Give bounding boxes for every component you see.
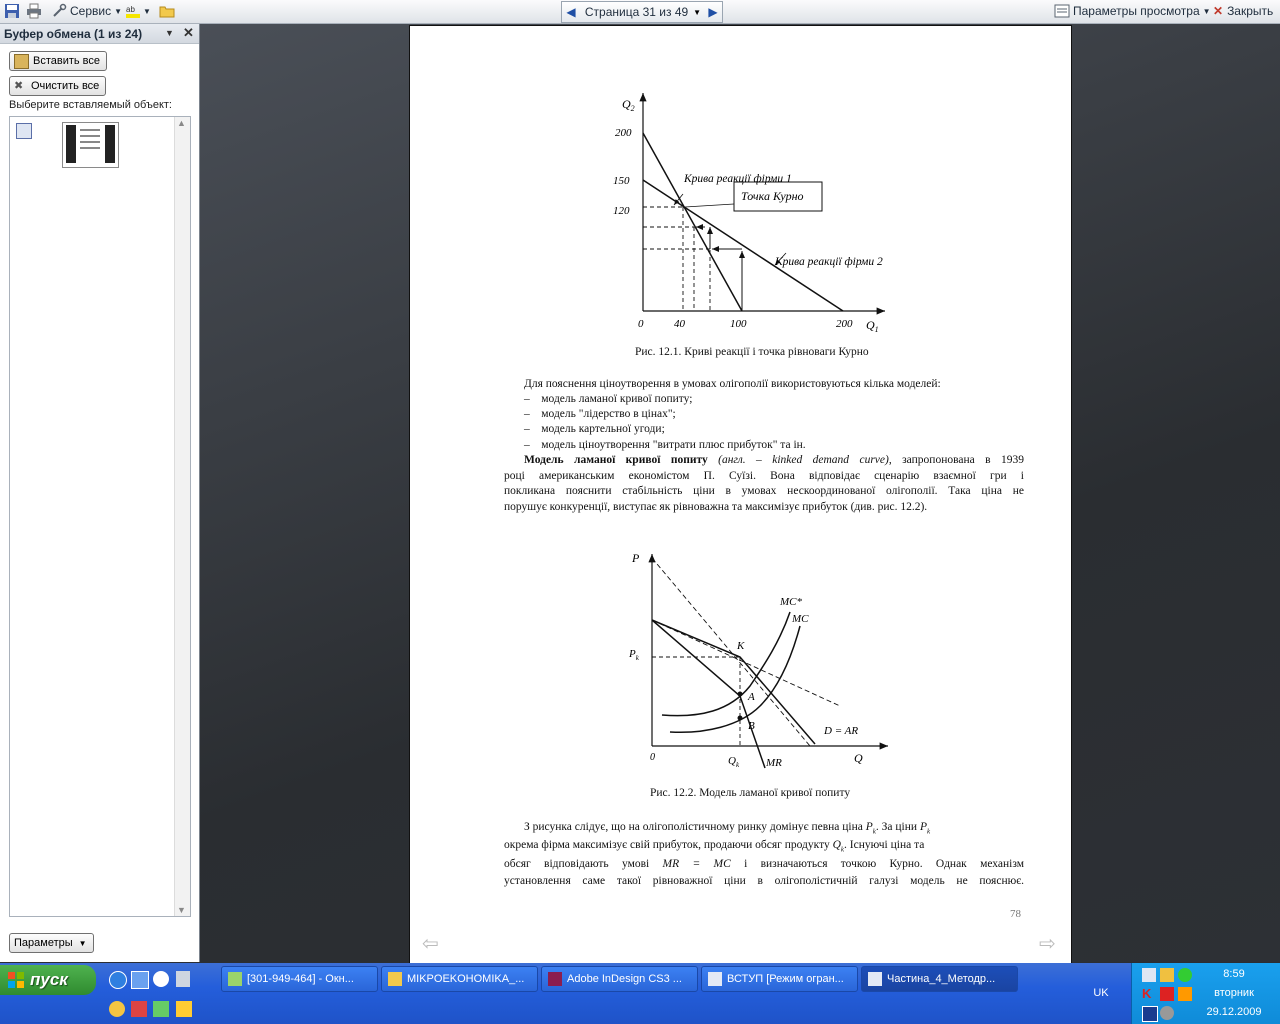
x-tick-0: 0 — [638, 318, 644, 330]
page-navigator — [561, 1, 723, 23]
scroll-up-arrow-icon[interactable]: ▲ — [177, 118, 186, 128]
paragraph-kinked-demand-line2: році американським економістом П. Суїзі. Вона відповідає сценарію взаємної гри і — [504, 470, 1024, 482]
paste-all-label: Вставить все — [33, 55, 101, 67]
dashed-guides — [643, 207, 710, 311]
taskbar-word-button[interactable]: ВСТУП [Режим огран... — [701, 966, 858, 992]
chevron-down-icon: ▼ — [143, 6, 151, 16]
pencil-icon[interactable] — [176, 1001, 192, 1017]
close-icon: ✕ — [1213, 4, 1224, 18]
next-page-arrow-icon[interactable]: ▶ — [708, 5, 718, 19]
pk-inline: $P_k$ — [865, 821, 876, 836]
reading-mode-toolbar — [0, 0, 1280, 24]
start-label: пуск — [30, 970, 68, 989]
reaction-curve-firm1 — [643, 133, 742, 311]
browser-icon[interactable] — [131, 971, 149, 989]
page-indicator[interactable]: Страница 31 из 49 — [584, 5, 689, 19]
dashed-steep-demand — [652, 558, 810, 746]
clipboard-pane-header — [0, 24, 199, 44]
mc-star-label: MC* — [780, 596, 802, 608]
previous-page-arrow-icon[interactable]: ◀ — [566, 5, 576, 19]
clear-icon: ✖ — [14, 79, 24, 92]
point-b — [738, 716, 743, 721]
options-label: Параметры — [14, 937, 73, 949]
clear-all-label: Очистить все — [31, 80, 100, 92]
pk-inline: $P_k$ — [919, 821, 931, 836]
chevron-down-icon: ▼ — [78, 938, 87, 948]
fig1-y-axis-label: $Q_2$ — [622, 97, 635, 113]
language-indicator[interactable]: UK — [1093, 987, 1109, 999]
x-tick-100: 100 — [730, 318, 747, 330]
service-menu[interactable] — [51, 2, 122, 20]
close-reading-button[interactable] — [1213, 2, 1273, 20]
word-icon — [868, 972, 882, 986]
indesign-icon — [548, 972, 562, 986]
taskbar-word-button-active[interactable]: Частина_4_Методр... — [861, 966, 1018, 992]
a-label: A — [748, 691, 755, 703]
notepad-icon[interactable] — [176, 971, 190, 987]
mr-label: MR — [766, 757, 782, 769]
y-tick-150: 150 — [613, 175, 630, 187]
clipboard-item-thumbnail[interactable] — [62, 122, 119, 168]
folder-icon — [388, 972, 402, 986]
point-a — [738, 692, 743, 697]
clock-day: вторник — [1214, 987, 1254, 999]
firm2-curve-label: Крива реакції фірми 2 — [775, 256, 883, 268]
clear-all-button[interactable] — [9, 76, 106, 96]
paragraph-conclusion-line3: обсяг відповідають умові MR = MC і визначаються точкою Курно. Однак механізм — [504, 858, 1025, 870]
paste-all-button[interactable] — [9, 51, 107, 71]
paragraph-conclusion-line4: установлення саме такої рівноважної ціни в олігополістичній галузі модель не пояснює. — [504, 875, 1024, 887]
view-options-label: Параметры просмотра — [1073, 4, 1200, 18]
tray-icon[interactable] — [1160, 987, 1174, 1001]
print-icon[interactable] — [26, 2, 42, 20]
folder-icon[interactable] — [159, 2, 175, 20]
qk-inline: $Q_k$ — [832, 839, 845, 854]
highlighter-icon — [125, 3, 141, 19]
kaspersky-icon[interactable]: K — [1142, 986, 1152, 1001]
pk-label: $P_k$ — [629, 648, 639, 662]
word-icon — [708, 972, 722, 986]
chevron-down-icon: ▼ — [1202, 6, 1211, 16]
next-page-arrow-icon[interactable]: ⇨ — [1039, 933, 1056, 955]
tray-icon[interactable] — [1178, 987, 1192, 1001]
paste-icon — [14, 54, 29, 69]
fig2-p-axis-label: P — [632, 551, 640, 565]
figure-kinked-demand-model — [620, 546, 900, 776]
y-tick-120: 120 — [613, 205, 630, 217]
save-icon[interactable] — [4, 2, 20, 20]
fig2-origin: 0 — [650, 752, 655, 763]
firm1-curve-label: Крива реакції фірми 1 — [684, 173, 792, 185]
paragraph-kinked-demand-line1: Модель ламаної кривої попиту (англ. – kinked demand curve), запропонована в 1939 — [524, 454, 1024, 466]
mc-curve — [670, 626, 800, 732]
intro-text: Для пояснення ціноутворення в умовах олігополії використовуються кілька моделей: — [524, 378, 941, 390]
b-label: B — [748, 720, 755, 732]
document-page — [409, 25, 1072, 964]
close-label: Закрыть — [1227, 4, 1274, 18]
chevron-down-icon[interactable]: ▼ — [693, 7, 701, 17]
system-tray — [1131, 963, 1280, 1024]
chevron-down-icon: ▼ — [114, 6, 123, 16]
clock-date: 29.12.2009 — [1206, 1006, 1262, 1018]
app-icon[interactable] — [153, 1001, 169, 1017]
highlight-button[interactable] — [125, 2, 151, 20]
qk-label: $Q_k$ — [728, 755, 740, 769]
tools-icon — [51, 3, 67, 19]
select-item-prompt: Выберите вставляемый объект: — [9, 99, 172, 111]
y-tick-200: 200 — [615, 127, 632, 139]
clipboard-pane-title: Буфер обмена (1 из 24) — [4, 26, 143, 41]
bullet-item: – модель картельної угоди; — [524, 423, 665, 435]
demand-curve-d-ar — [652, 620, 815, 744]
app-icon[interactable] — [131, 1001, 147, 1017]
tray-icon[interactable] — [1142, 1006, 1158, 1022]
cournot-pointer — [685, 204, 734, 207]
word-document-icon — [16, 123, 32, 139]
tray-icon[interactable] — [1142, 968, 1156, 982]
bullet-item: – модель "лідерство в цінах"; — [524, 408, 676, 420]
fig2-q-axis-label: Q — [854, 751, 863, 765]
windows-taskbar — [0, 963, 1280, 1024]
x-tick-40: 40 — [674, 318, 685, 330]
clipboard-pane — [0, 24, 200, 962]
paragraph-kinked-demand-line4: порушує конкуренції, виступає як рівноважна та максимізує прибуток (див. рис. 12.2). — [504, 501, 928, 513]
service-label: Сервис — [70, 4, 112, 18]
tray-icon[interactable] — [1178, 968, 1192, 982]
mc-label: MC — [792, 613, 809, 625]
cournot-point-label: Точка Курно — [741, 189, 804, 203]
pane-menu-arrow-icon[interactable]: ▼ — [165, 28, 174, 38]
view-options-button[interactable] — [1054, 2, 1211, 20]
taskbar-folder-button[interactable]: MIKPOEKOHOMIKA_... — [381, 966, 538, 992]
paragraph-conclusion-line2: окрема фірма максимізує свій прибуток, продаючи обсяг продукту $Q_k$. Існуючі ціна та — [504, 839, 925, 854]
page-number: 78 — [1010, 908, 1021, 920]
clock-time[interactable]: 8:59 — [1223, 968, 1245, 980]
tray-icon[interactable] — [1160, 1006, 1174, 1020]
tray-icon[interactable] — [1160, 968, 1174, 982]
fig1-x-axis-label: $Q_1$ — [866, 318, 879, 334]
bullet-item: – модель ціноутворення "витрати плюс прибуток" та ін. — [524, 439, 806, 451]
windows-logo-icon — [8, 972, 24, 988]
paragraph-conclusion-line1: З рисунка слідує, що на олігополістичному ринку домінує певна ціна $P_k$. За ціни $P_k$ — [524, 821, 931, 836]
messenger-icon[interactable] — [109, 1001, 125, 1017]
d-ar-label: D = AR — [824, 725, 859, 737]
bullet-item: – модель ламаної кривої попиту; — [524, 393, 693, 405]
internet-explorer-icon[interactable] — [109, 971, 127, 989]
taskbar-indesign-button[interactable]: Adobe InDesign CS3 ... — [541, 966, 698, 992]
clipboard-items-list — [9, 116, 191, 917]
options-button[interactable] — [9, 933, 94, 953]
prev-page-arrow-icon[interactable]: ⇦ — [422, 933, 439, 955]
view-options-icon — [1054, 3, 1070, 19]
svg-text:ab: ab — [126, 5, 135, 14]
scroll-down-arrow-icon[interactable]: ▼ — [177, 905, 186, 915]
start-button[interactable] — [0, 965, 96, 995]
taskbar-window-button[interactable]: [301-949-464] - Окн... — [221, 966, 378, 992]
figure-cournot-reaction-curves — [610, 91, 910, 346]
fig2-caption: Рис. 12.2. Модель ламаної кривої попиту — [650, 787, 851, 799]
x-tick-200: 200 — [836, 318, 853, 330]
k-label: K — [737, 640, 745, 652]
window-icon — [228, 972, 242, 986]
mc-star-curve — [662, 612, 790, 716]
media-player-icon[interactable] — [153, 971, 169, 987]
close-pane-icon[interactable]: ✕ — [183, 25, 194, 40]
fig1-caption: Рис. 12.1. Криві реакції і точка рівноваги Курно — [635, 346, 869, 358]
paragraph-kinked-demand-line3: покликана пояснити стабільність ціни в умовах нескоординованої олігополії. Така ціна не — [504, 485, 1024, 497]
clipboard-scrollbar[interactable] — [174, 117, 190, 916]
